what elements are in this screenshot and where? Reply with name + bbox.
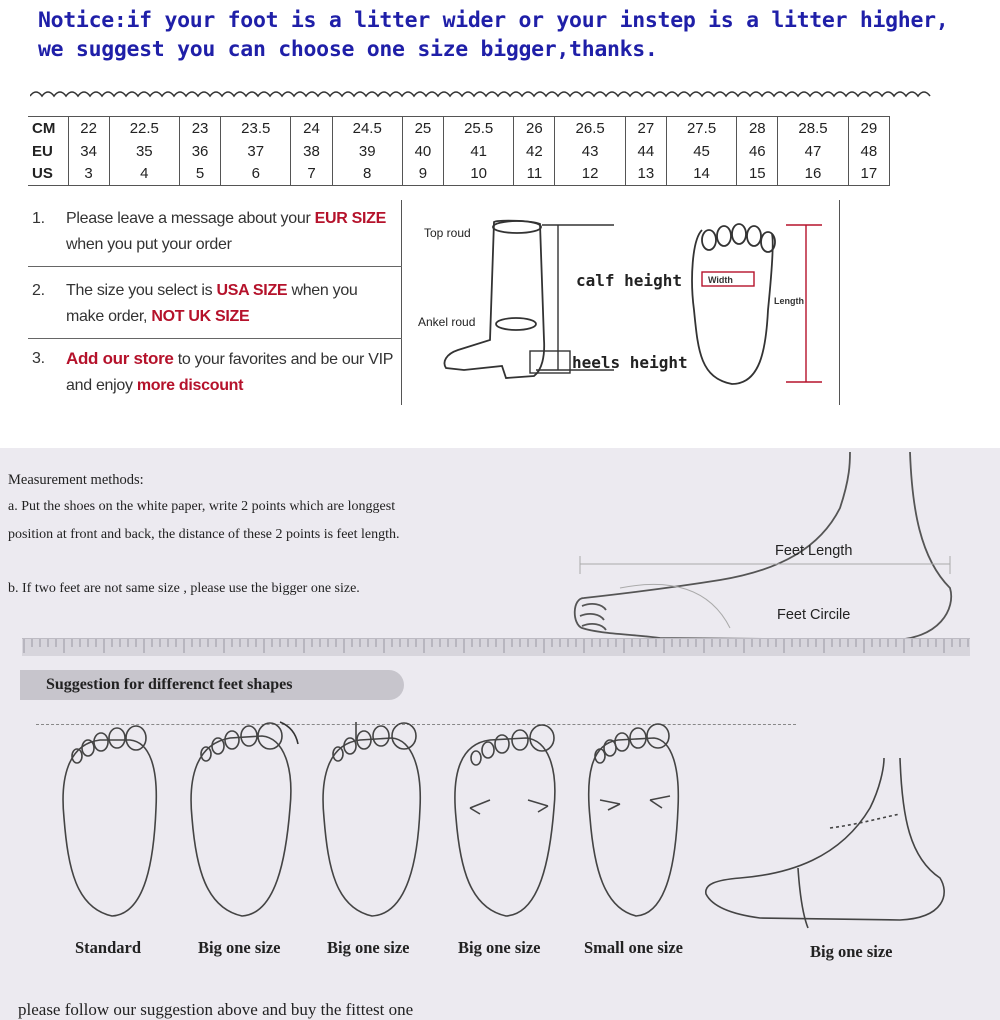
size-cell: 35 <box>109 140 179 163</box>
measurement-step-a1: a. Put the shoes on the white paper, write 2 points which are longgest <box>8 499 396 514</box>
size-row-label: CM <box>28 117 68 140</box>
feet-circle-label: Feet Circile <box>777 607 851 623</box>
length-label: Length <box>774 296 804 306</box>
size-row-cm <box>28 117 890 140</box>
label-big-3: Big one size <box>458 938 541 957</box>
heels-height-label: heels height <box>572 353 688 372</box>
size-cell: 26.5 <box>555 117 625 140</box>
size-cell: 27.5 <box>666 117 736 140</box>
size-cell: 9 <box>402 163 443 186</box>
size-cell: 22 <box>68 117 109 140</box>
size-cell: 26 <box>514 117 555 140</box>
size-cell: 34 <box>68 140 109 163</box>
boot-outline <box>445 221 545 378</box>
size-cell: 40 <box>402 140 443 163</box>
size-cell: 47 <box>778 140 848 163</box>
size-cell: 17 <box>848 163 889 186</box>
top-roud-ellipse <box>493 221 541 233</box>
size-cell: 27 <box>625 117 666 140</box>
size-cell: 23 <box>179 117 220 140</box>
divider <box>28 266 402 267</box>
size-cell: 16 <box>778 163 848 186</box>
feet-shapes-diagram <box>0 718 1000 938</box>
label-big-side: Big one size <box>810 942 893 961</box>
size-cell: 24.5 <box>332 117 402 140</box>
size-cell: 23.5 <box>221 117 291 140</box>
ruler <box>22 638 970 656</box>
side-foot-diagram <box>560 448 980 648</box>
footprint-outline <box>692 230 773 384</box>
size-cell: 37 <box>221 140 291 163</box>
size-cell: 29 <box>848 117 889 140</box>
toe-lines <box>580 604 606 630</box>
size-cell: 39 <box>332 140 402 163</box>
size-cell: 41 <box>444 140 514 163</box>
size-cell: 38 <box>291 140 332 163</box>
size-cell: 28.5 <box>778 117 848 140</box>
size-cell: 42 <box>514 140 555 163</box>
size-cell: 22.5 <box>109 117 179 140</box>
size-row-label: EU <box>32 142 53 160</box>
top-roud-label: Top roud <box>424 226 471 240</box>
measurement-step-a2: position at front and back, the distance of these 2 points is feet length. <box>8 527 400 542</box>
divider <box>28 338 402 339</box>
foot-big-2 <box>323 722 420 916</box>
label-standard: Standard <box>75 938 142 957</box>
size-cell: 36 <box>179 140 220 163</box>
measurement-step-b: b. If two feet are not same size , please use the bigger one size. <box>8 581 360 596</box>
feet-length-label: Feet Length <box>775 543 853 559</box>
label-small: Small one size <box>584 938 683 957</box>
foot-big-3 <box>455 725 555 916</box>
size-cell: 8 <box>332 163 402 186</box>
toe-prints <box>702 224 775 252</box>
size-cell: 4 <box>109 163 179 186</box>
measurement-title: Measurement methods: <box>8 472 144 488</box>
size-cell: 43 <box>555 140 625 163</box>
side-foot-outline <box>575 452 951 640</box>
wave-divider <box>30 86 935 102</box>
size-cell: 24 <box>291 117 332 140</box>
foot-small <box>589 724 679 916</box>
size-cell: 3 <box>68 163 109 186</box>
ankel-roud-label: Ankel roud <box>418 315 476 329</box>
measurement-panel <box>0 448 1000 1020</box>
size-cell: 14 <box>666 163 736 186</box>
foot-standard <box>63 726 156 916</box>
boot-measure-diagram <box>402 200 840 405</box>
size-cell: 7 <box>291 163 332 186</box>
size-cell: 15 <box>737 163 778 186</box>
footer-note: please follow our suggestion above and buy the fittest one <box>18 1000 414 1019</box>
size-cell: 44 <box>625 140 666 163</box>
size-row-eu <box>28 140 890 163</box>
size-cell: 45 <box>666 140 736 163</box>
size-cell: 25 <box>402 117 443 140</box>
label-big-1: Big one size <box>198 938 281 957</box>
size-cell: 48 <box>848 140 889 163</box>
size-row-us <box>28 163 890 186</box>
size-cell: 13 <box>625 163 666 186</box>
size-row-label: US <box>28 163 68 186</box>
foot-side-instep <box>706 758 944 928</box>
size-cell: 11 <box>514 163 555 186</box>
size-chart-panel <box>0 0 1000 425</box>
foot-big-1 <box>191 722 298 916</box>
ankel-roud-ellipse <box>496 318 536 330</box>
size-cell: 28 <box>737 117 778 140</box>
label-big-2: Big one size <box>327 938 410 957</box>
width-label: Width <box>708 275 733 285</box>
size-cell: 5 <box>179 163 220 186</box>
size-table <box>28 116 890 186</box>
size-cell: 25.5 <box>444 117 514 140</box>
size-cell: 10 <box>444 163 514 186</box>
notice-text: Notice:if your foot is a litter wider or your instep is a litter higher, we suggest you can choose one size bigger,thanks. <box>38 8 949 62</box>
size-cell: 46 <box>737 140 778 163</box>
size-cell: 12 <box>555 163 625 186</box>
size-cell: 6 <box>221 163 291 186</box>
suggestion-title: Suggestion for differenct feet shapes <box>20 670 404 700</box>
order-tips: 1. Please leave a message about your EUR SIZE when you put your order 2. The size you select is USA SIZE when you make order, NOT UK SIZE 3. Add our store to your favorites and be our VIP and enjoy more discount <box>28 200 402 405</box>
calf-height-label: calf height <box>576 271 682 290</box>
boot-diagram-svg <box>402 200 840 405</box>
